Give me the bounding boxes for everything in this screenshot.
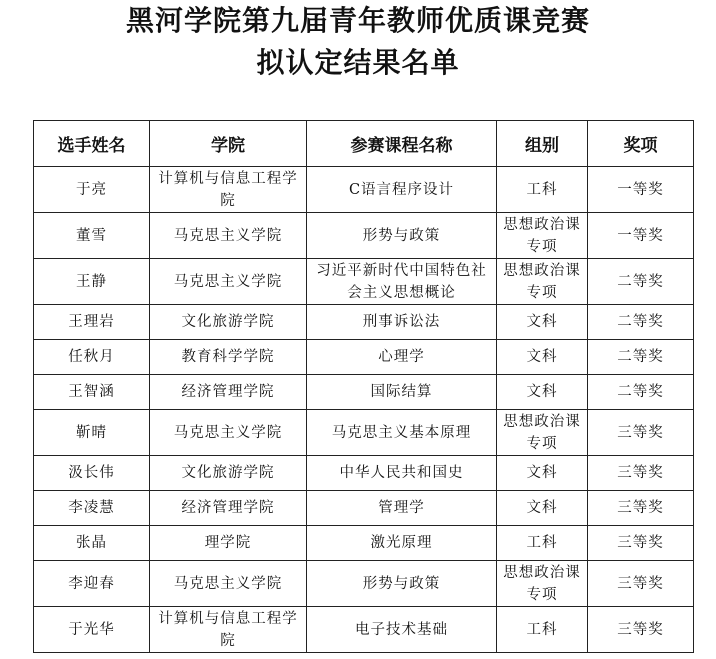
cell-name: 王静 (34, 259, 150, 305)
cell-award: 一等奖 (588, 213, 694, 259)
table-row (34, 491, 694, 526)
cell-course: 形势与政策 (307, 213, 497, 259)
cell-course: 形势与政策 (307, 561, 497, 607)
cell-college: 文化旅游学院 (150, 456, 307, 491)
cell-name: 靳晴 (34, 410, 150, 456)
cell-award: 二等奖 (588, 340, 694, 375)
cell-group: 思想政治课专项 (497, 213, 588, 259)
cell-group: 文科 (497, 340, 588, 375)
cell-group: 工科 (497, 607, 588, 653)
cell-name: 汲长伟 (34, 456, 150, 491)
header-course: 参赛课程名称 (307, 121, 497, 167)
cell-course: 刑事诉讼法 (307, 305, 497, 340)
cell-group: 文科 (497, 305, 588, 340)
cell-course: 管理学 (307, 491, 497, 526)
cell-name: 王理岩 (34, 305, 150, 340)
cell-college: 马克思主义学院 (150, 213, 307, 259)
header-college: 学院 (150, 121, 307, 167)
cell-college: 文化旅游学院 (150, 305, 307, 340)
cell-name: 王智涵 (34, 375, 150, 410)
cell-group: 思想政治课专项 (497, 259, 588, 305)
cell-group: 思想政治课专项 (497, 410, 588, 456)
cell-name: 董雪 (34, 213, 150, 259)
cell-award: 二等奖 (588, 375, 694, 410)
table-row (34, 213, 694, 259)
cell-course: 习近平新时代中国特色社会主义思想概论 (307, 259, 497, 305)
table-row (34, 456, 694, 491)
cell-college: 计算机与信息工程学院 (150, 167, 307, 213)
cell-group: 文科 (497, 491, 588, 526)
cell-award: 三等奖 (588, 410, 694, 456)
cell-group: 工科 (497, 526, 588, 561)
table-row (34, 526, 694, 561)
cell-college: 经济管理学院 (150, 375, 307, 410)
cell-award: 三等奖 (588, 456, 694, 491)
cell-award: 三等奖 (588, 561, 694, 607)
cell-name: 张晶 (34, 526, 150, 561)
cell-award: 三等奖 (588, 607, 694, 653)
cell-name: 于光华 (34, 607, 150, 653)
cell-name: 李凌慧 (34, 491, 150, 526)
cell-college: 计算机与信息工程学院 (150, 607, 307, 653)
table-row (34, 305, 694, 340)
cell-course: C语言程序设计 (307, 167, 497, 213)
cell-award: 三等奖 (588, 526, 694, 561)
cell-course: 马克思主义基本原理 (307, 410, 497, 456)
cell-name: 于亮 (34, 167, 150, 213)
cell-group: 工科 (497, 167, 588, 213)
cell-name: 任秋月 (34, 340, 150, 375)
cell-name: 李迎春 (34, 561, 150, 607)
cell-course: 激光原理 (307, 526, 497, 561)
table-row (34, 167, 694, 213)
cell-group: 思想政治课专项 (497, 561, 588, 607)
results-table (33, 120, 694, 653)
cell-course: 心理学 (307, 340, 497, 375)
table-row (34, 410, 694, 456)
cell-course: 国际结算 (307, 375, 497, 410)
document-subtitle: 拟认定结果名单 (256, 46, 460, 79)
table-header-row (34, 121, 694, 167)
header-name: 选手姓名 (34, 121, 150, 167)
cell-award: 二等奖 (588, 259, 694, 305)
cell-award: 一等奖 (588, 167, 694, 213)
header-award: 奖项 (588, 121, 694, 167)
cell-course: 中华人民共和国史 (307, 456, 497, 491)
cell-college: 理学院 (150, 526, 307, 561)
document-title: 黑河学院第九届青年教师优质课竞赛 (125, 4, 590, 37)
cell-college: 教育科学学院 (150, 340, 307, 375)
table-row (34, 561, 694, 607)
cell-college: 马克思主义学院 (150, 410, 307, 456)
cell-group: 文科 (497, 375, 588, 410)
cell-award: 二等奖 (588, 305, 694, 340)
cell-award: 三等奖 (588, 491, 694, 526)
cell-college: 马克思主义学院 (150, 561, 307, 607)
cell-college: 经济管理学院 (150, 491, 307, 526)
cell-group: 文科 (497, 456, 588, 491)
table-row (34, 340, 694, 375)
cell-college: 马克思主义学院 (150, 259, 307, 305)
header-group: 组别 (497, 121, 588, 167)
table-row (34, 607, 694, 653)
table-row (34, 375, 694, 410)
cell-course: 电子技术基础 (307, 607, 497, 653)
table-row (34, 259, 694, 305)
